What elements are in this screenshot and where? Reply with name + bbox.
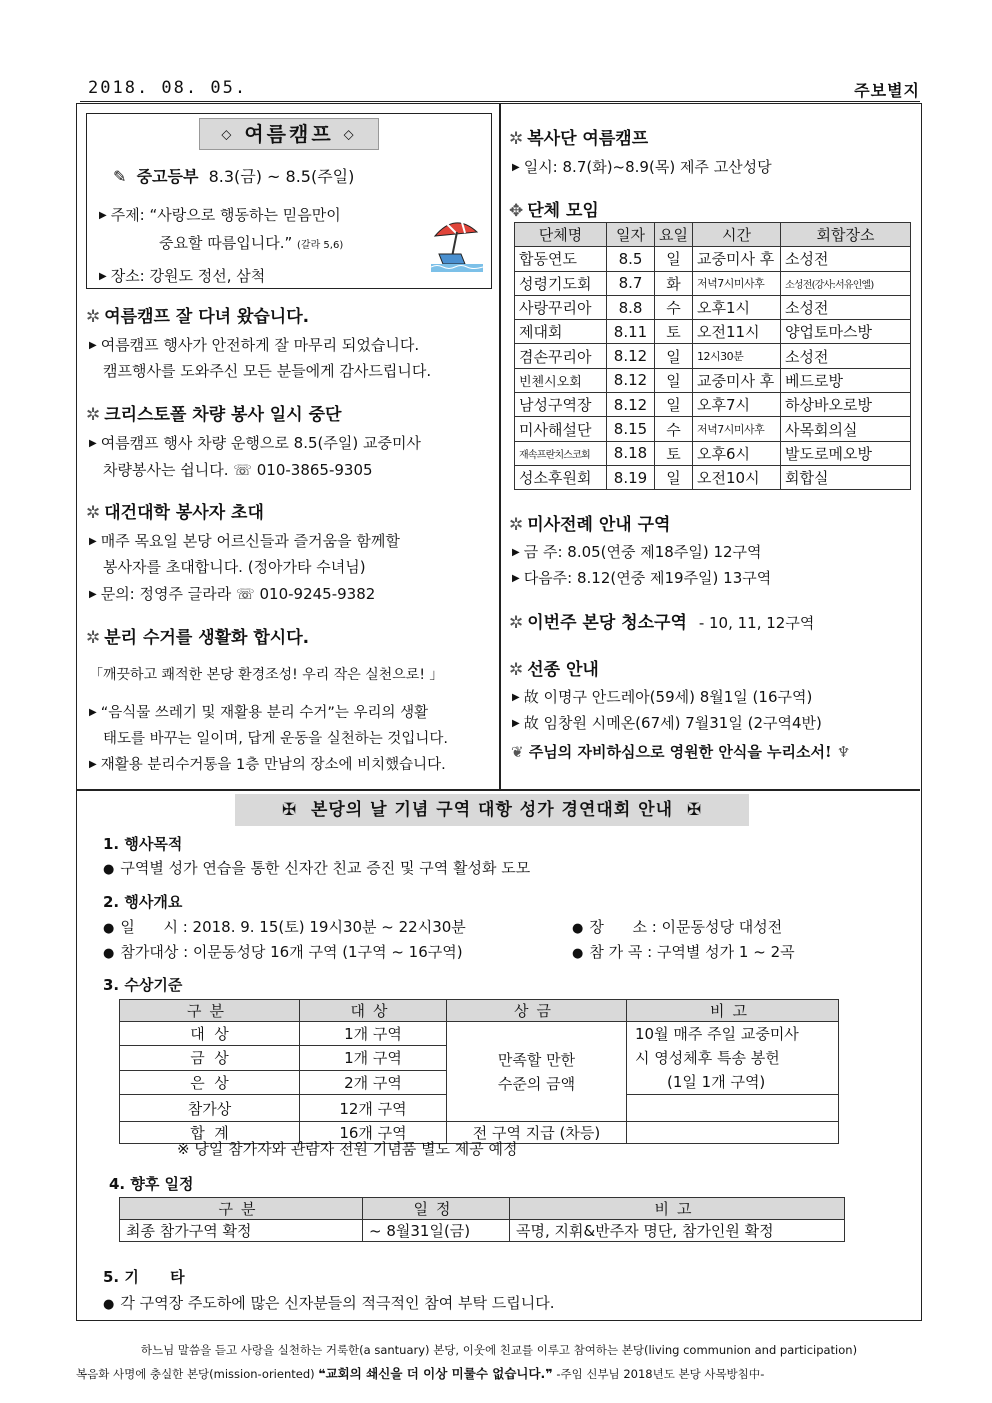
cross-icon: ✠ — [281, 800, 298, 820]
beach-umbrella-icon — [431, 214, 483, 272]
mass-liturgy-next-week: ▶ 다음주: 8.12(연중 제19주일) 13구역 — [512, 569, 772, 587]
other-text: ● 각 구역장 주도하에 많은 신자분들의 적극적인 참여 부탁 드립니다. — [103, 1294, 555, 1312]
bullet-icon: ▶ — [99, 271, 107, 282]
recycling-text: 태도를 바꾸는 일이며, 답게 운동을 실천하는 것입니다. — [103, 731, 449, 747]
section-divider — [77, 789, 920, 791]
other-heading: 5. 기 타 — [103, 1268, 185, 1286]
table-row: 최종 참가구역 확정 ~ 8월31일(금) 곡명, 지휘&반주자 명단, 참가인원 확정 — [120, 1220, 845, 1242]
contest-participants: ● 참가대상 : 이문동성당 16개 구역 (1구역 ~ 16구역) — [103, 943, 463, 961]
branch-icon: ❦ — [511, 743, 524, 761]
table-header-row — [120, 1198, 845, 1220]
column-header: 대상 — [300, 1000, 447, 1022]
table-row: 빈첸시오회 8.12 일 교중미사 후 베드로방 — [515, 368, 911, 392]
column-header: 시간 — [693, 223, 781, 247]
diamond-icon: ◇ — [221, 127, 235, 143]
bullet-icon: ● — [103, 946, 115, 961]
star-icon: ✲ — [86, 503, 101, 523]
candle-icon: ♆ — [836, 743, 851, 761]
volunteer-invite-heading: ✲ 대건대학 봉사자 초대 — [86, 503, 264, 523]
table-row: 겸손꾸리아 8.12 일 12시30분 소성전 — [515, 344, 911, 368]
bullet-icon: ▶ — [512, 718, 520, 729]
obituary-prayer: ❦ 주님의 자비하심으로 영원한 안식을 누리소서! ♆ — [511, 743, 851, 761]
bullet-icon: ▶ — [89, 340, 97, 351]
page-frame — [76, 103, 922, 1321]
bullet-icon: ▶ — [89, 438, 97, 449]
table-row: 성소후원회 8.19 일 오전10시 회합실 — [515, 465, 911, 489]
cross-icon: ✠ — [686, 800, 703, 820]
bulletin-date: 2018. 08. 05. — [88, 78, 248, 98]
vehicle-service-text: ▶ 여름캠프 행사 차량 운행으로 8.5(주일) 교중미사 — [89, 434, 421, 452]
column-header: 단체명 — [515, 223, 607, 247]
bullet-icon: ▶ — [512, 692, 520, 703]
table-row: 합 계 16개 구역 전 구역 지급 (차등) — [120, 1122, 839, 1144]
camp-place: ▶ 장소: 강원도 정선, 삼척 — [99, 267, 266, 285]
summer-camp-title: ◇ 여름캠프 ◇ — [199, 118, 379, 150]
star-icon: ✲ — [509, 515, 524, 535]
bullet-icon: ● — [572, 921, 584, 936]
camp-report-text: 캠프행사를 도와주신 모든 분들에게 감사드립니다. — [103, 362, 432, 380]
schedule-heading: 4. 향후 일정 — [109, 1175, 194, 1193]
footer-motto-line1: 하느님 말씀을 듣고 사랑을 실천하는 거룩한(a santuary) 본당, 이웃에 친교를 이루고 참여하는 본당(living communion and participation) — [140, 1343, 858, 1357]
recycling-text: ▶ 재활용 분리수거통을 1층 만남의 장소에 비치했습니다. — [89, 757, 446, 773]
camp-theme: ▶ 주제: “사랑으로 행동하는 믿음만이 — [99, 206, 341, 224]
column-header: 비고 — [510, 1198, 845, 1220]
column-header: 구분 — [120, 1198, 363, 1220]
footer-motto-line2: 복음화 사명에 충실한 본당(mission-oriented) ❝교회의 쇄신을 더 이상 미룰수 없습니다.❞ -주임 신부님 2018년도 본당 사목방침中- — [76, 1366, 765, 1381]
volunteer-contact: ▶ 문의: 정영주 글라라 ☏ 010-9245-9382 — [89, 585, 376, 603]
footer-quote: ❝교회의 쇄신을 더 이상 미룰수 없습니다.❞ — [318, 1366, 553, 1381]
table-header-row — [120, 1000, 839, 1022]
contest-where: ● 장 소 : 이문동성당 대성전 — [572, 918, 783, 936]
prize-money-cell: 만족할 만한 수준의 금액 — [447, 1022, 627, 1122]
mass-liturgy-this-week: ▶ 금 주: 8.05(연중 제18주일) 12구역 — [512, 543, 762, 561]
recycling-slogan: 「깨끗하고 쾌적한 본당 환경조성! 우리 작은 실천으로! 」 — [89, 667, 444, 683]
obituary-heading: ✲ 선종 안내 — [509, 660, 599, 680]
recycling-text: ▶ “음식물 쓰레기 및 재활용 분리 수거”는 우리의 생활 — [89, 705, 429, 721]
table-row: 대 상 1개 구역 만족할 만한 수준의 금액 10월 매주 주일 교중미사 시 영성체후 특송 봉헌 (1일 1개 구역) — [120, 1022, 839, 1046]
table-row: 성령기도회 8.7 화 저녁7시미사후 소성전(강사:서유인엘) — [515, 271, 911, 295]
contest-prize-heading: 3. 수상기준 — [103, 976, 183, 994]
bullet-icon: ▶ — [512, 573, 520, 584]
group-meetings-table — [514, 222, 911, 490]
column-header: 비고 — [627, 1000, 839, 1022]
table-row: 은 상 2개 구역 — [120, 1070, 839, 1094]
bullet-icon: ▶ — [89, 759, 97, 770]
prize-note-cell: 10월 매주 주일 교중미사 시 영성체후 특송 봉헌 (1일 1개 구역) — [627, 1022, 839, 1095]
contest-overview-heading: 2. 행사개요 — [103, 893, 183, 911]
table-row: 남성구역장 8.12 일 오후7시 하상바오로방 — [515, 393, 911, 417]
bullet-icon: ▶ — [89, 536, 97, 547]
table-row: 사랑꾸리아 8.8 수 오후1시 소성전 — [515, 295, 911, 319]
bullet-icon: ▶ — [89, 589, 97, 600]
contest-purpose-heading: 1. 행사목적 — [103, 835, 183, 853]
prize-footnote: ※ 당일 참가자와 관람자 전원 기념품 별도 제공 예정 — [177, 1140, 518, 1158]
table-row: 합동연도 8.5 일 교중미사 후 소성전 — [515, 247, 911, 271]
camp-theme-cont: 중요할 따름입니다.” (갈라 5,6) — [159, 234, 344, 252]
contest-banner: ✠ 본당의 날 기념 구역 대항 성가 경연대회 안내 ✠ — [235, 794, 749, 826]
column-header: 회합장소 — [781, 223, 911, 247]
mass-liturgy-heading: ✲ 미사전례 안내 구역 — [509, 515, 671, 535]
obituary-entry: ▶ 故 이명구 안드레아(59세) 8월1일 (16구역) — [512, 688, 813, 706]
table-row: 참가상 12개 구역 — [120, 1095, 839, 1122]
camp-report-text: ▶ 여름캠프 행사가 안전하게 잘 마무리 되었습니다. — [89, 336, 420, 354]
column-header: 구분 — [120, 1000, 300, 1022]
cleaning-area-value: - 10, 11, 12구역 — [698, 614, 815, 632]
bullet-icon: ▶ — [512, 547, 520, 558]
bullet-icon: ▶ — [512, 162, 520, 173]
table-row: 재속프란치스코회 8.18 토 오후6시 발도로메오방 — [515, 441, 911, 465]
contest-when: ● 일 시 : 2018. 9. 15(토) 19시30분 ~ 22시30분 — [103, 918, 466, 936]
volunteer-invite-text: 봉사자를 초대합니다. (정아가타 수녀님) — [103, 558, 366, 576]
table-row: 미사해설단 8.15 수 저녁7시미사후 사목회의실 — [515, 417, 911, 441]
bullet-icon: ● — [103, 862, 115, 877]
table-row: 제대회 8.11 토 오전11시 양업토마스방 — [515, 320, 911, 344]
star-icon: ✲ — [86, 628, 101, 648]
table-header-row — [515, 223, 911, 247]
contest-songs: ● 참 가 곡 : 구역별 성가 1 ~ 2곡 — [572, 943, 795, 961]
column-header: 일자 — [607, 223, 655, 247]
column-header: 요일 — [655, 223, 693, 247]
column-header: 상금 — [447, 1000, 627, 1022]
column-header: 일정 — [363, 1198, 510, 1220]
star-icon: ✲ — [509, 613, 524, 633]
bullet-icon: ▶ — [89, 707, 97, 718]
volunteer-invite-text: ▶ 매주 목요일 본당 어르신들과 즐거움을 함께할 — [89, 532, 400, 550]
header-bar — [80, 72, 920, 102]
summer-camp-box — [86, 113, 492, 289]
altar-server-camp-heading: ✲ 복사단 여름캠프 — [509, 129, 649, 149]
diamond-icon: ◇ — [343, 127, 357, 143]
bullet-icon: ● — [103, 921, 115, 936]
cross-icon: ✥ — [509, 201, 524, 221]
column-divider — [499, 104, 501, 789]
altar-server-camp-text: ▶ 일시: 8.7(화)~8.9(목) 제주 고산성당 — [512, 158, 772, 176]
star-icon: ✲ — [509, 129, 524, 149]
vehicle-service-text: 차량봉사는 쉽니다. ☏ 010-3865-9305 — [103, 461, 373, 479]
bullet-icon: ▶ — [99, 210, 107, 221]
cleaning-area-heading: ✲ 이번주 본당 청소구역 - 10, 11, 12구역 — [509, 613, 815, 633]
bulletin-appendix-label: 주보별지 — [854, 81, 920, 100]
bullet-icon: ● — [572, 946, 584, 961]
obituary-entry: ▶ 故 임창원 시메온(67세) 7월31일 (2구역4반) — [512, 714, 822, 732]
camp-report-heading: ✲ 여름캠프 잘 다녀 왔습니다. — [86, 307, 310, 327]
bullet-icon: ● — [103, 1297, 115, 1312]
table-row: 금 상 1개 구역 — [120, 1046, 839, 1070]
pencil-icon: ✎ — [113, 167, 127, 186]
vehicle-service-heading: ✲ 크리스토폴 차량 봉사 일시 중단 — [86, 405, 342, 425]
prize-criteria-table — [119, 999, 839, 1144]
recycling-heading: ✲ 분리 수거를 생활화 합시다. — [86, 628, 310, 648]
star-icon: ✲ — [509, 660, 524, 680]
schedule-table — [119, 1197, 845, 1242]
star-icon: ✲ — [86, 405, 101, 425]
contest-purpose-text: ● 구역별 성가 연습을 통한 신자간 친교 증진 및 구역 활성화 도모 — [103, 859, 531, 877]
star-icon: ✲ — [86, 307, 101, 327]
camp-dates-line: ✎ 중고등부 8.3(금) ~ 8.5(주일) — [113, 167, 355, 186]
group-meetings-heading: ✥ 단체 모임 — [509, 201, 599, 221]
